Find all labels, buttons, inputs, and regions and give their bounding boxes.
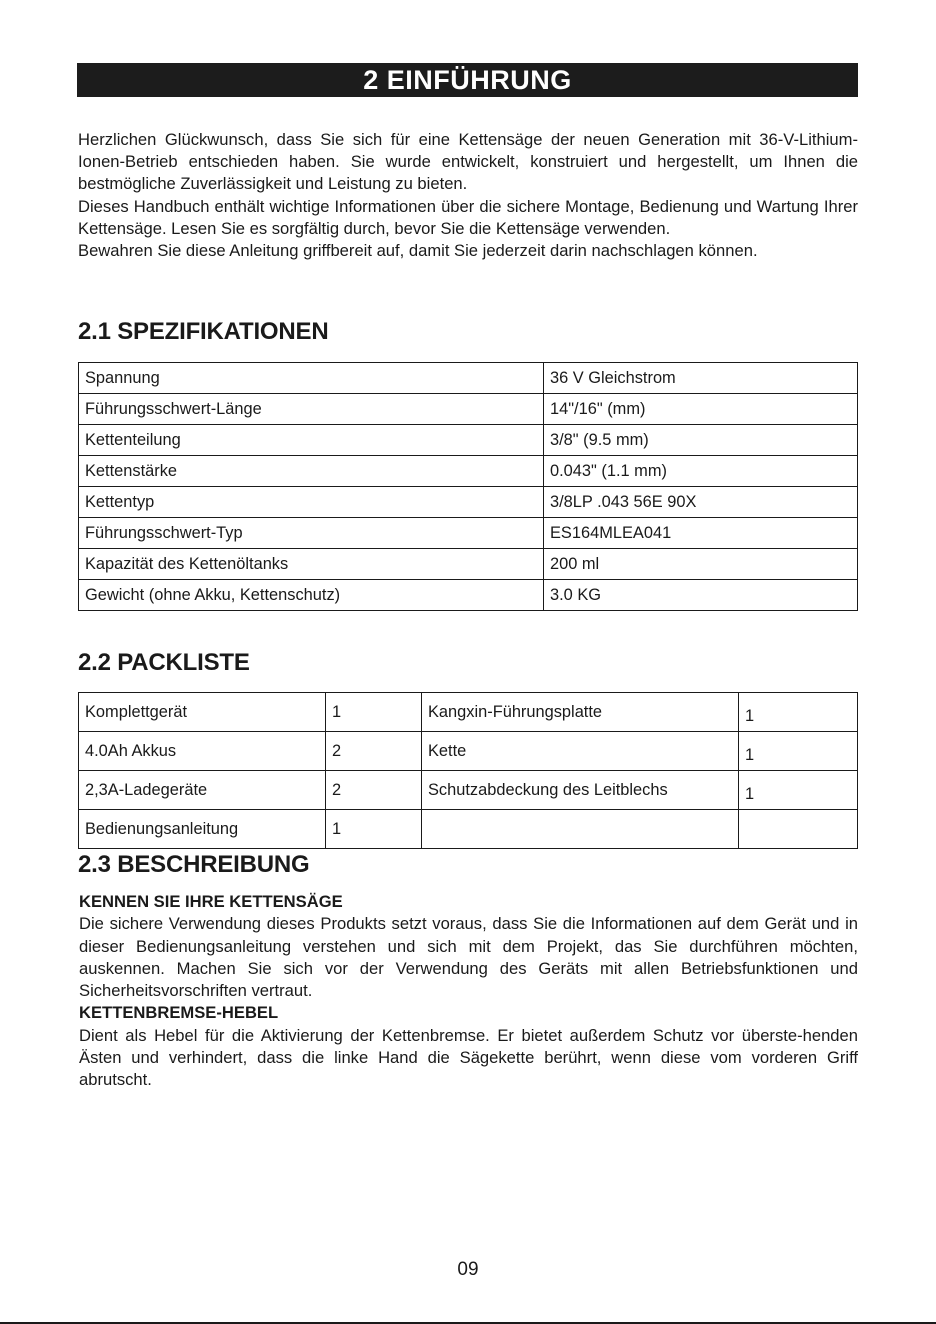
description-body [79,891,858,1092]
pack-item: Schutzabdeckung des Leitblechs [422,771,739,810]
intro-paragraph: Dieses Handbuch enthält wichtige Informationen über die sichere Montage, Bedienung und Wartung Ihrer Kettensäge. Lesen Sie es sorgfältig durch, bevor Sie die Kettensäge verwenden. [78,196,858,238]
spec-value: 3/8" (9.5 mm) [544,425,858,456]
spec-value: ES164MLEA041 [544,518,858,549]
pack-item: Bedienungsanleitung [79,810,326,849]
spec-label: Führungsschwert-Länge [79,394,544,425]
table-row [79,456,858,487]
page-number: 09 [457,1259,479,1280]
pack-item: Kette [422,732,739,771]
pack-qty [739,810,858,849]
pack-qty: 1 [326,810,422,849]
table-row [79,363,858,394]
table-row [79,771,858,810]
pack-qty: 1 [739,732,858,771]
chapter-title: 2 EINFÜHRUNG [77,63,858,97]
spec-value: 200 ml [544,549,858,580]
subsection-title: KETTENBREMSE-HEBEL [79,1003,279,1023]
spec-label: Kettenteilung [79,425,544,456]
pack-qty: 1 [739,771,858,810]
table-row [79,425,858,456]
pack-table [78,692,858,849]
pack-item: Kangxin-Führungsplatte [422,693,739,732]
intro-text [78,129,858,262]
spec-label: Führungsschwert-Typ [79,518,544,549]
spec-value: 0.043" (1.1 mm) [544,456,858,487]
table-row [79,810,858,849]
table-row [79,487,858,518]
spec-label: Kapazität des Kettenöltanks [79,549,544,580]
subsection-text: Die sichere Verwendung dieses Produkts setzt voraus, dass Sie die Informationen auf dem Gerät und in dieser Bedienungsanleitung verstehen und sich mit dem Projekt, das Sie durchführen möchten, auskennen. Machen Sie sich vor der Verwendung des Geräts mit allen Betriebsfunktionen und Sicherheitsvorschriften vertraut. [79,914,858,1001]
spec-value: 3.0 KG [544,580,858,611]
table-row [79,732,858,771]
table-row [79,549,858,580]
intro-paragraph: Herzlichen Glückwunsch, dass Sie sich für eine Kettensäge der neuen Generation mit 36-V-Lithium-Ionen-Betrieb entschieden haben. Sie wurde entwickelt, konstruiert und hergestellt, um Ihnen die bestmögliche Zuverlässigkeit und Leistung zu bieten. [78,130,858,194]
table-row [79,580,858,611]
spec-heading: 2.1 SPEZIFIKATIONEN [78,318,329,345]
description-heading: 2.3 BESCHREIBUNG [78,851,310,878]
pack-qty: 2 [326,732,422,771]
table-row [79,394,858,425]
pack-item: Komplettgerät [79,693,326,732]
spec-value: 14"/16" (mm) [544,394,858,425]
pack-heading: 2.2 PACKLISTE [78,649,250,676]
pack-qty: 1 [326,693,422,732]
subsection-text: Dient als Hebel für die Aktivierung der Kettenbremse. Er bietet außerdem Schutz vor überste-henden Ästen und verhindert, dass die linke Hand die Sägekette berührt, wenn diese vom vorderen Griff abrutscht. [79,1025,858,1090]
spec-label: Gewicht (ohne Akku, Kettenschutz) [79,580,544,611]
intro-paragraph: Bewahren Sie diese Anleitung griffbereit auf, damit Sie jederzeit darin nachschlagen können. [78,241,758,261]
pack-item [422,810,739,849]
pack-item: 4.0Ah Akkus [79,732,326,771]
pack-qty: 1 [739,693,858,732]
spec-label: Spannung [79,363,544,394]
spec-value: 36 V Gleichstrom [544,363,858,394]
spec-table [78,362,858,611]
spec-label: Kettenstärke [79,456,544,487]
subsection-title: KENNEN SIE IHRE KETTENSÄGE [79,892,343,911]
spec-value: 3/8LP .043 56E 90X [544,487,858,518]
table-row [79,693,858,732]
pack-item: 2,3A-Ladegeräte [79,771,326,810]
table-row [79,518,858,549]
pack-qty: 2 [326,771,422,810]
spec-label: Kettentyp [79,487,544,518]
